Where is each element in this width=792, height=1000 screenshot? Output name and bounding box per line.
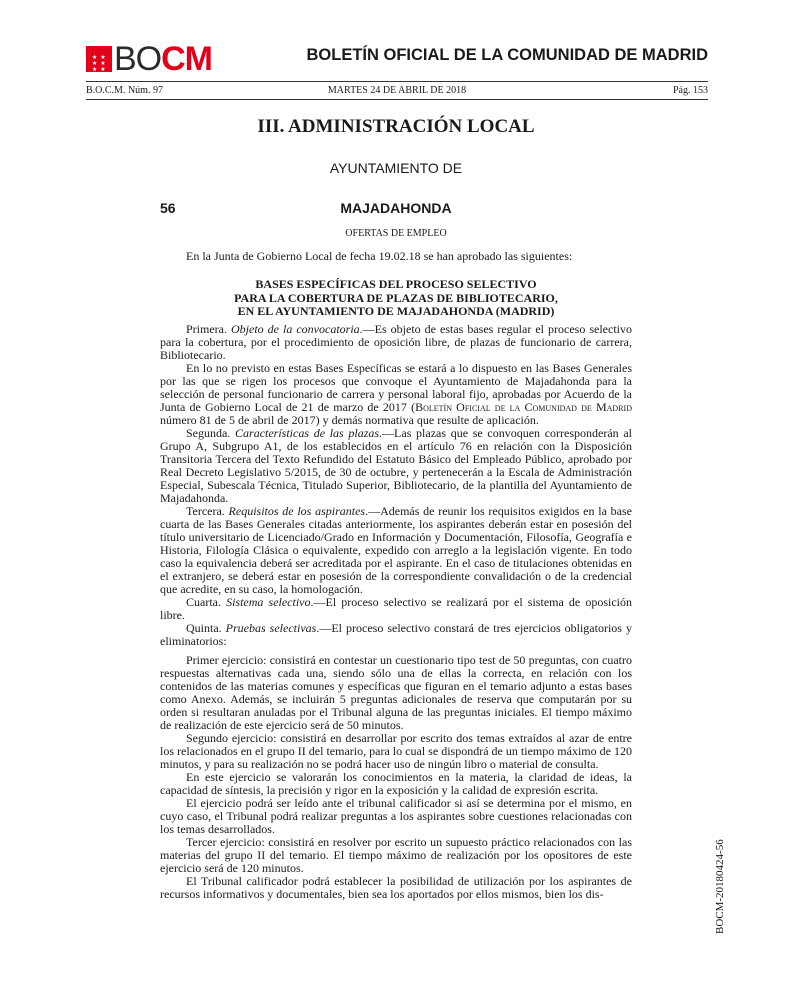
paragraph-heading: Requisitos de los aspirantes	[228, 504, 366, 518]
logo-text-bo: BO	[114, 40, 162, 78]
header-rule-bottom	[86, 99, 708, 100]
issue-date: MARTES 24 DE ABRIL DE 2018	[327, 85, 467, 96]
bases-title-line1: BASES ESPECÍFICAS DEL PROCESO SELECTIVO	[255, 277, 537, 291]
ayuntamiento-label: AYUNTAMIENTO DE	[329, 160, 463, 176]
bases-title-line2: PARA LA COBERTURA DE PLAZAS DE BIBLIOTECARIO,	[234, 290, 558, 305]
paragraph-tercera	[160, 505, 632, 596]
paragraph-text: .—El proceso selectivo constará de tres ejercicios obligatorios y eliminatorios:	[160, 621, 632, 648]
paragraph-valoracion: En este ejercicio se valorarán los conocimientos en la materia, la claridad de ideas, la capacidad de síntesis, la precisión y rigor en la exposición y la calidad de expresión escrita.	[160, 770, 632, 797]
madrid-flag-icon	[86, 46, 112, 79]
logo-text	[114, 40, 213, 78]
bocm-logo	[86, 40, 213, 79]
subject-label: OFERTAS DE EMPLEO	[345, 228, 447, 239]
paragraph-heading: Objeto de la convocatoria	[231, 322, 360, 336]
paragraph-text: número 81 de 5 de abril de 2017) y demás normativa que resulte de aplicación.	[160, 413, 539, 427]
paragraph-primera	[160, 323, 632, 362]
side-document-code: BOCM-20180424-56	[714, 839, 726, 934]
logo-text-cm: CM	[161, 40, 213, 78]
paragraph-segunda	[160, 427, 632, 505]
bulletin-title: BOLETÍN OFICIAL DE LA COMUNIDAD DE MADRID	[306, 46, 708, 64]
paragraph-lead: Primera.	[186, 322, 231, 336]
issue-bar	[86, 84, 708, 98]
paragraph-primer-ejercicio: Primer ejercicio: consistirá en contestar un cuestionario tipo test de 50 preguntas, con cuatro respuestas alternativas cada una, siendo sólo una de ellas la correcta, en relación con los contenidos de las materias comunes y específicas que figuran en el temario adjunto a estas bases como Anexo. Además, se incluirán 5 preguntas adicionales de reserva que computarán por su orden si resultaran anuladas por el Tribunal alguna de las preguntas iniciales. El tiempo máximo de realización de este ejercicio será de 50 minutos.	[160, 653, 632, 732]
bases-title-line3: EN EL AYUNTAMIENTO DE MAJADAHONDA (MADRID)	[237, 304, 555, 318]
paragraph-heading: Sistema selectivo	[226, 595, 311, 609]
paragraph-text: .—Es objeto de estas bases regular el proceso selectivo para la cobertura, por el procedimiento de oposición libre, de plazas de funcionario de carrera, Bibliotecario.	[160, 322, 632, 362]
paragraph-text: En lo no previsto en estas Bases Específicas se estará a lo dispuesto en las Bases Generales por las que se rigen los procesos que convoque el Ayuntamiento de Majadahonda para la selección de personal funcionario de carrera y personal laboral fijo, aprobadas por Acuerdo de la Junta de Gobierno Local de 21 de marzo de 2017 (	[160, 361, 632, 414]
paragraph-segundo-ejercicio: Segundo ejercicio: consistirá en desarrollar por escrito dos temas extraídos al azar de entre los relacionados en el grupo II del temario, para lo cual se dispondrá de un tiempo máximo de 120 minutos, y para su realización no se podrá hacer uso de ningún libro o material de consulta.	[160, 731, 632, 771]
paragraph-lead: Segunda.	[186, 426, 236, 440]
page-number: Pág. 153	[673, 85, 708, 96]
document-body	[160, 323, 632, 901]
paragraph-text: .—Además de reunir los requisitos exigidos en la base cuarta de las Bases Generales citadas anteriormente, los aspirantes deberán estar en posesión del título universitario de Licenciado/Grado en Información y Documentación, Filosofía, Geografía e Historia, Filología Clásica o equivalente, expedido con arreglo a la legislación vigente. En todo caso la equivalencia deberá ser acreditada por el aspirante. En el caso de titulaciones obtenidas en el extranjero, se deberá estar en posesión de la correspondiente convalidación o de la credencial que acredite, en su caso, la homologación.	[160, 504, 632, 596]
section-title: III. ADMINISTRACIÓN LOCAL	[257, 116, 535, 137]
header-rule-top	[86, 81, 708, 82]
paragraph-lead: Quinta.	[186, 621, 226, 635]
paragraph-text: .—Las plazas que se convoquen corresponderán al Grupo A, Subgrupo A1, de los establecidos en el artículo 76 en relación con la Disposición Transitoria Tercera del Texto Refundido del Estatuto Básico del Empleado Público, aprobado por Real Decreto Legislativo 5/2015, de 30 de octubre, y pertenecerán a la Escala de Administración Especial, Subescala Técnica, Titulado Superior, Bibliotecario, de la plantilla del Ayuntamiento de Majadahonda.	[160, 426, 633, 505]
entry-number: 56	[160, 200, 176, 216]
intro-paragraph: En la Junta de Gobierno Local de fecha 19.02.18 se han aprobado las siguientes:	[186, 249, 573, 263]
flag-stars: ★ ★ ★ ★ ★ ★ ★	[91, 54, 107, 79]
paragraph-lead: Cuarta.	[186, 595, 227, 609]
paragraph-bases-generales	[160, 362, 632, 427]
paragraph-quinta	[160, 622, 632, 648]
bases-title	[160, 278, 632, 319]
issue-number: B.O.C.M. Núm. 97	[86, 85, 163, 96]
paragraph-text: .—El proceso selectivo se realizará por el sistema de oposición libre.	[160, 595, 632, 622]
paragraph-lead: Tercera.	[186, 504, 229, 518]
paragraph-heading: Características de las plazas	[235, 426, 380, 440]
paragraph-tercer-ejercicio: Tercer ejercicio: consistirá en resolver por escrito un supuesto práctico relacionados con las materias del grupo II del temario. El tiempo máximo de realización por los opositores de este ejercicio será de 120 minutos.	[160, 835, 632, 875]
paragraph-lectura: El ejercicio podrá ser leído ante el tribunal calificador si así se determina por el mismo, en cuyo caso, el Tribunal podrá realizar preguntas a los aspirantes sobre cuestiones relacionadas con los temas desarrollados.	[160, 796, 632, 836]
municipality-name: MAJADAHONDA	[340, 200, 452, 216]
paragraph-cuarta	[160, 596, 632, 622]
paragraph-heading: Pruebas selectivas	[225, 621, 317, 635]
paragraph-recursos: El Tribunal calificador podrá establecer la posibilidad de utilización por los aspirantes de recursos informativos y documentales, bien sea los aportados por ellos mismos, bien los dis-	[160, 874, 632, 901]
paragraph-smallcaps: Boletín Oficial de la Comunidad de Madrid	[415, 400, 632, 414]
